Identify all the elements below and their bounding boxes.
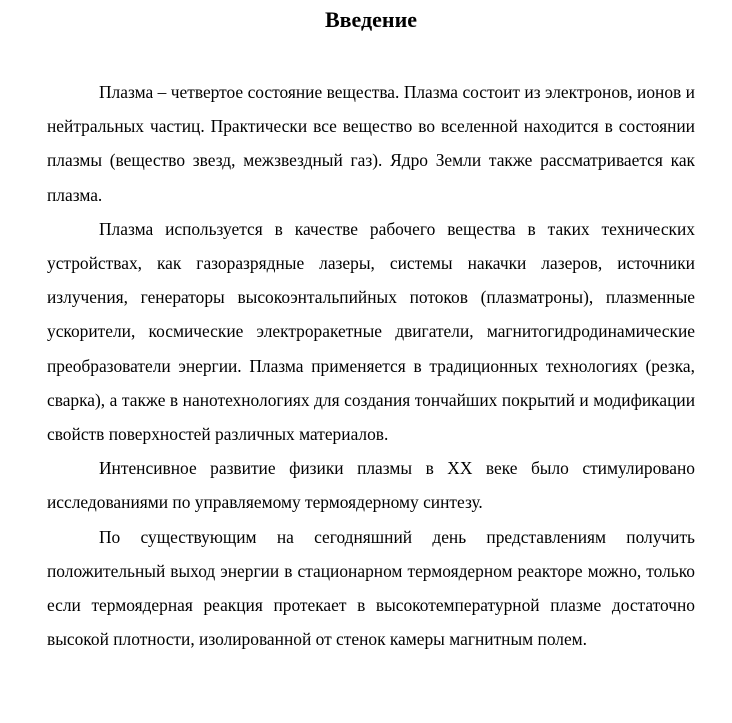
paragraph-plasma-applications: Плазма используется в качестве рабочего вещества в таких технических устройствах, как газоразрядные лазеры, системы накачки лазеров, источники излучения, генераторы высокоэнтальпийных потоков (плазматроны), плазменные ускорители, космические электроракетные двигатели, магнитогидродинамические преобразователи энергии. Плазма применяется в традиционных технологиях (резка, сварка), а также в нанотехнологиях для создания тончайших покрытий и модификации свойств поверхностей различных материалов. (47, 218, 695, 445)
document-page (47, 0, 695, 656)
paragraph-fusion-reactor: По существующим на сегодняшний день представлениям получить положительный выход энергии в стационарном термоядерном реакторе можно, только если термоядерная реакция протекает в высокотемпературной плазме достаточно высокой плотности, изолированной от стенок камеры магнитным полем. (47, 526, 695, 650)
paragraph-plasma-definition: Плазма – четвертое состояние вещества. Плазма состоит из электронов, ионов и нейтральных частиц. Практически все вещество во вселенной находится в состоянии плазмы (вещество звезд, межзвездный газ). Ядро Земли также рассматривается как плазма. (47, 82, 695, 205)
page-title: Введение (324, 7, 418, 32)
paragraph-plasma-physics-development: Интенсивное развитие физики плазмы в XX веке было стимулировано исследованиями по управляемому термоядерному синтезу. (47, 458, 695, 513)
